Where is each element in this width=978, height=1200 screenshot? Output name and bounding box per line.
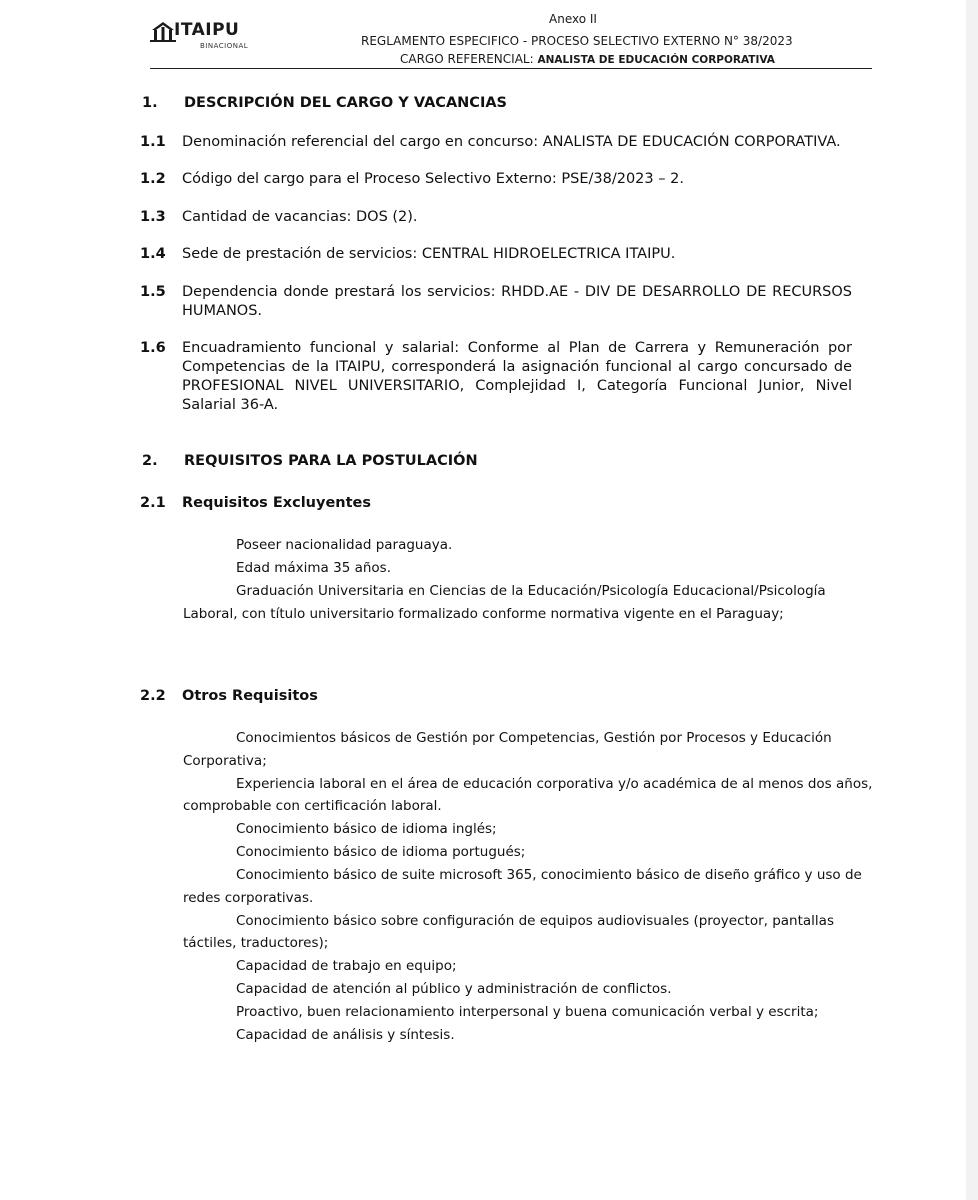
requirement-line: Conocimientos básicos de Gestión por Competencias, Gestión por Procesos y Educación — [236, 730, 832, 746]
requirement-line: Laboral, con título universitario formalizado conforme normativa vigente en el Paraguay; — [183, 606, 784, 622]
header-divider — [150, 68, 872, 69]
itaipu-logo — [150, 16, 260, 56]
item-1-3-text: Cantidad de vacancias: DOS (2). — [182, 209, 418, 225]
annex-label: Anexo II — [549, 12, 597, 26]
cargo-referencial — [400, 52, 775, 66]
item-1-4-number: 1.4 — [140, 246, 166, 262]
item-1-6-line-4: Salarial 36-A. — [182, 397, 279, 413]
requirement-line: Capacidad de atención al público y administración de conflictos. — [236, 981, 672, 997]
item-1-5-line-2: HUMANOS. — [182, 303, 263, 319]
requirement-line: Capacidad de análisis y síntesis. — [236, 1027, 455, 1043]
requirement-line: comprobable con certificación laboral. — [183, 798, 442, 814]
requirement-line: Capacidad de trabajo en equipo; — [236, 958, 457, 974]
item-1-6-number: 1.6 — [140, 340, 166, 356]
item-1-5-number: 1.5 — [140, 284, 166, 300]
item-1-2-number: 1.2 — [140, 171, 166, 187]
subsection-2-2-title: Otros Requisitos — [182, 688, 318, 704]
item-1-5-line-1: Dependencia donde prestará los servicios: RHDD.AE - DIV DE DESARROLLO DE RECURSOS — [182, 284, 852, 300]
requirement-line: redes corporativas. — [183, 890, 314, 906]
item-1-6-line-3: PROFESIONAL NIVEL UNIVERSITARIO, Complejidad I, Categoría Funcional Junior, Nivel — [182, 378, 852, 394]
item-1-2-text: Código del cargo para el Proceso Selectivo Externo: PSE/38/2023 – 2. — [182, 171, 684, 187]
section-2-number: 2. — [142, 453, 158, 469]
subsection-2-1-number: 2.1 — [140, 495, 166, 511]
requirement-line: Graduación Universitaria en Ciencias de la Educación/Psicología Educacional/Psicología — [236, 583, 826, 599]
itaipu-logo-icon — [150, 18, 176, 44]
requirement-line: Conocimiento básico de suite microsoft 365, conocimiento básico de diseño gráfico y uso de — [236, 867, 862, 883]
requirement-line: Poseer nacionalidad paraguaya. — [236, 537, 453, 553]
requirement-line: Conocimiento básico de idioma portugués; — [236, 844, 526, 860]
requirement-line: Proactivo, buen relacionamiento interpersonal y buena comunicación verbal y escrita; — [236, 1004, 819, 1020]
logo-subtitle: BINACIONAL — [200, 42, 249, 50]
cargo-prefix: CARGO REFERENCIAL: — [400, 52, 534, 66]
item-1-3-number: 1.3 — [140, 209, 166, 225]
item-1-6-line-1: Encuadramiento funcional y salarial: Conforme al Plan de Carrera y Remuneración por — [182, 340, 852, 356]
section-1-number: 1. — [142, 95, 158, 111]
regulation-title: REGLAMENTO ESPECIFICO - PROCESO SELECTIVO EXTERNO N° 38/2023 — [361, 34, 793, 48]
subsection-2-1-title: Requisitos Excluyentes — [182, 495, 371, 511]
logo-wordmark: ITAIPU — [174, 20, 240, 40]
section-1-title: DESCRIPCIÓN DEL CARGO Y VACANCIAS — [184, 95, 508, 111]
item-1-6-line-2: Competencias de la ITAIPU, corresponderá la asignación funcional al cargo concursado de — [182, 359, 852, 375]
viewer-edge — [966, 0, 978, 1200]
item-1-1-text: Denominación referencial del cargo en concurso: ANALISTA DE EDUCACIÓN CORPORATIVA. — [182, 134, 841, 150]
subsection-2-2-number: 2.2 — [140, 688, 166, 704]
requirement-line: Conocimiento básico sobre configuración de equipos audiovisuales (proyector, pantallas — [236, 913, 834, 929]
cargo-name: ANALISTA DE EDUCACIÓN CORPORATIVA — [537, 54, 775, 66]
requirement-line: Edad máxima 35 años. — [236, 560, 391, 576]
item-1-4-text: Sede de prestación de servicios: CENTRAL HIDROELECTRICA ITAIPU. — [182, 246, 676, 262]
requirement-line: táctiles, traductores); — [183, 935, 329, 951]
item-1-1-number: 1.1 — [140, 134, 166, 150]
requirement-line: Experiencia laboral en el área de educación corporativa y/o académica de al menos dos años, — [236, 776, 873, 792]
requirement-line: Corporativa; — [183, 753, 267, 769]
section-2-title: REQUISITOS PARA LA POSTULACIÓN — [184, 453, 478, 469]
requirement-line: Conocimiento básico de idioma inglés; — [236, 821, 497, 837]
